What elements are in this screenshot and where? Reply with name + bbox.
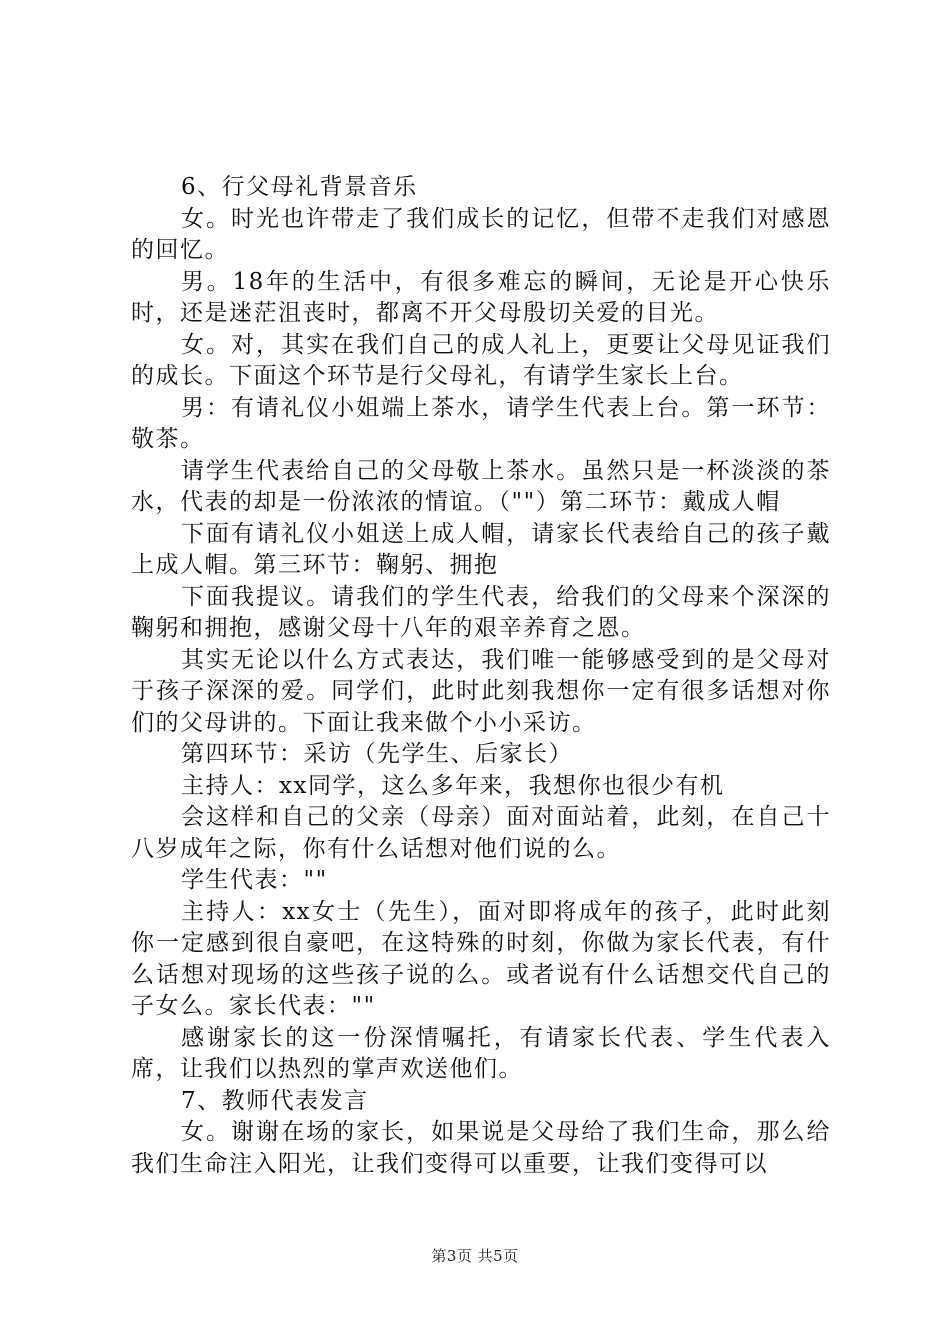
paragraph: 其实无论以什么方式表达，我们唯一能够感受到的是父母对于孩子深深的爱。同学们，此时此刻我想你一定有很多话想对你们的父母讲的。下面让我来做个小小采访。 [131,646,831,736]
paragraph: 女。时光也许带走了我们成长的记忆，但带不走我们对感恩的回忆。 [131,205,831,263]
paragraph: 女。谢谢在场的家长，如果说是父母给了我们生命，那么给我们生命注入阳光，让我们变得可以重要，让我们变得可以 [131,1119,831,1177]
paragraph: 下面我提议。请我们的学生代表，给我们的父母来个深深的鞠躬和拥抱，感谢父母十八年的艰辛养育之恩。 [131,583,831,641]
paragraph: 主持人：xx同学，这么多年来，我想你也很少有机 [181,772,725,799]
paragraph-section-6-heading: 6、行父母礼背景音乐 [181,174,418,200]
document-body [131,172,831,1180]
paragraph-section-7-heading: 7、教师代表发言 [181,1087,369,1114]
paragraph: 第四环节：采访（先学生、后家长） [181,741,573,767]
paragraph: 女。对，其实在我们自己的成人礼上，更要让父母见证我们的成长。下面这个环节是行父母礼，有请学生家长上台。 [131,331,831,389]
paragraph: 会这样和自己的父亲（母亲）面对面站着，此刻，在自己十八岁成年之际，你有什么话想对他们说的么。 [131,804,831,862]
page-number-footer: 第3页 共5页 [431,1247,519,1265]
paragraph: 主持人：xx女士（先生），面对即将成年的孩子，此时此刻你一定感到很自豪吧，在这特殊的时刻，你做为家长代表，有什么话想对现场的这些孩子说的么。或者说有什么话想交代自己的子女么。家长代表："" [131,898,831,1019]
paragraph: 下面有请礼仪小姐送上成人帽，请家长代表给自己的孩子戴上成人帽。第三环节：鞠躬、拥抱 [131,520,831,578]
paragraph: 感谢家长的这一份深情嘱托，有请家长代表、学生代表入席，让我们以热烈的掌声欢送他们。 [131,1024,831,1082]
paragraph: 学生代表："" [181,867,328,893]
paragraph: 男：有请礼仪小姐端上茶水，请学生代表上台。第一环节：敬茶。 [131,394,831,452]
paragraph: 请学生代表给自己的父母敬上茶水。虽然只是一杯淡淡的茶水，代表的却是一份浓浓的情谊。（""）第二环节：戴成人帽 [131,457,831,515]
paragraph: 男。18年的生活中，有很多难忘的瞬间，无论是开心快乐时，还是迷茫沮丧时，都离不开父母殷切关爱的目光。 [131,268,831,326]
